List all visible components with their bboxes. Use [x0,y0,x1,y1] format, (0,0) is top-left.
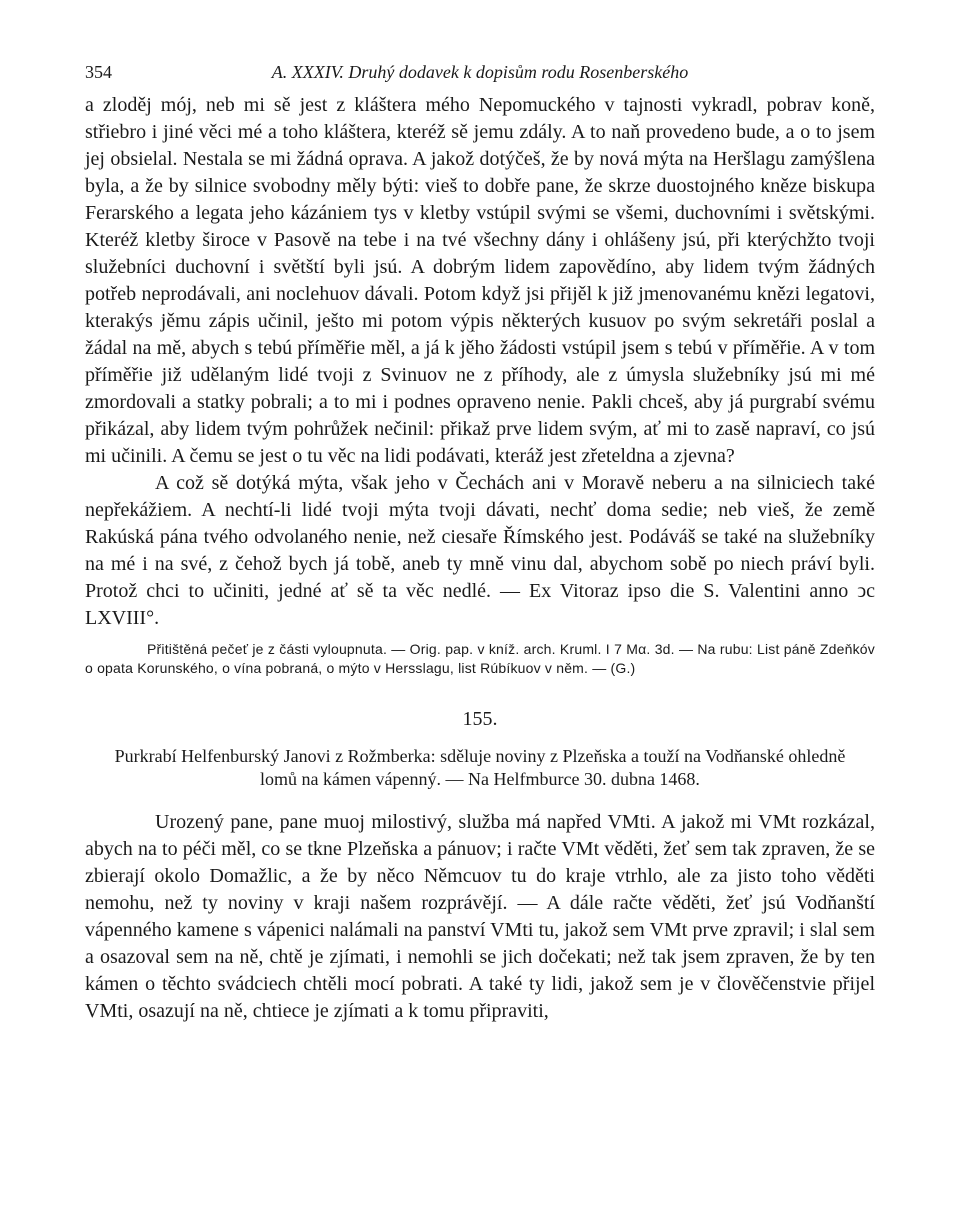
document-number: 155. [462,708,498,730]
page-header [85,62,875,92]
letter-154-paragraph-1: a zloděj mój, neb mi sě jest z kláštera mého Nepomuckého v tajnosti vykradl, pobrav koně, střiebro i jiné věci mé a toho kláštera, kteréž sě jemu zdály. A to naň provedeno bude, a o to jsem jej obsielal. Nestala se mi žádná oprava. A jakož dotýčeš, že by nová mýta na Heršlagu zamýšlena byla, a že by silnice svobodny měly býti: vieš to dobře pane, že skrze duostojného kněze biskupa Ferarského a legata jeho kázániem tys v kletby vstúpil svými se všemi, duchovními i světskými. Kteréž kletby široce v Pasově na tebe i na tvé všechny dány i ohlášeny jsú, při kterýchžto tvoji služebníci duchovní i světští byli jsú. A dobrým lidem zapovědíno, aby lidem tvým žádných potřeb neprodávali, ani noclehuov dávali. Potom když jsi přijěl k již jmenovanému knězi legatovi, kterakýs jěmu zápis učinil, ješto mi potom výpis některých kusuov po svým sekretáři poslal a žádal na mě, abych s tebú příměřie měl, a já k jěho žádosti vstúpil jsem s tebú v příměřie. A v tom příměřie již udělaným lidé tvoji z Svinuov ne z příhody, ale z úmysla služebníky jsú mi mé zmordovali a statky pobrali; a to mi i podnes opraveno nenie. Pakli chceš, aby já purgrabí svému přikázal, aby lidem tvým pohrůžek nečinil: přikaž prve lidem svým, ať mi to zasě napraví, co jsú mi učinili. A čemu se jest o tu věc na lidi podávati, kteráž jest zřeteldna a zjevna? [85,94,875,467]
letter-154-paragraph-2: A což sě dotýká mýta, však jeho v Čechách ani v Moravě neberu a na silniciech také nepřekážiem. A nechtí-li lidé tvoji mýta tvoji dávati, nechť doma sedie; neb vieš, že země Rakúská pána tvého odvolaného nenie, než ciesaře Římského jest. Podáváš se také na služebníky na mé i na své, z čehož bych já tobě, aneb ty mně vinu dal, abychom sobě po niech práví byli. Protož chci to učiniti, jedné ať sě ta věc nedlé. — Ex Vitoraz ipso die S. Valentini anno ↄc LXVIII°. [85,472,875,629]
letter-154-body [85,92,875,632]
letter-155-body [85,809,875,1025]
book-page [85,62,875,1025]
running-head: A. XXXIV. Druhý dodavek k dopisům rodu Rosenberského [271,62,689,82]
document-regest: Purkrabí Helfenburský Janovi z Rožmberka: sděluje noviny z Plzeňska a touží na Vodňanské ohledně lomů na kámen vápenný. — Na Helfmburce 30. dubna 1468. [114,746,846,789]
letter-155-paragraph-1: Urozený pane, pane muoj milostivý, služba má napřed VMti. A jakož mi VMt rozkázal, abych na to péči měl, co se tkne Plzeňska a pánuov; i račte VMt věděti, žeť sem tak zpraven, že se zbierají okolo Domažlic, a že by něco Němcuov tu do kraje vtrhlo, ale za jisto toho věděti nemohu, než ty noviny v kraji našem rozprávějí. — A dále račte věděti, žeť jsú Vodňanští vápenného kamene s vápenici nalámali na panství VMti tu, jakož sem VMt prve zpravil; i slal sem a osazoval sem na ně, chtě je zjímati, i nemohli se jich dočekati; než tak jsem zpraven, že by ten kámen o těchto svádciech chtěli mocí pobrati. A také ty lidi, jakož sem je v člověčenstvie přijel VMti, osazují na ně, chtiece je zjímati a k tomu připraviti, [85,811,875,1022]
letter-154-footnote: Přitištěná pečeť je z části vyloupnuta. — Orig. pap. v kníž. arch. Kruml. I 7 Mα. 3d. — Na rubu: List páně Zdeňkóv o opata Korunského, o vína pobraná, o mýto v Hersslagu, list Rúbíkuov v něm. — (G.) [85,641,875,676]
page-number: 354 [85,62,112,82]
